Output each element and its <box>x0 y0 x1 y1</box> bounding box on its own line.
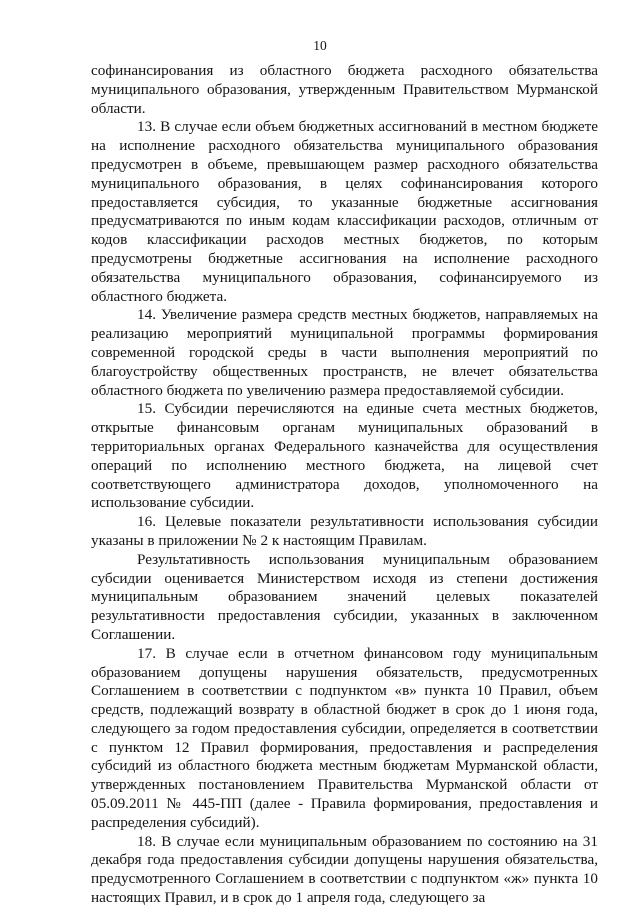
page-number: 10 <box>313 38 327 53</box>
paragraph-16: 16. Целевые показатели результативности использования субсидии указаны в приложении № 2 к настоящим Правилам. <box>91 513 598 549</box>
paragraph-14: 14. Увеличение размера средств местных бюджетов, направляемых на реализацию мероприятий муниципальной программы формирования современной городской среды в части выполнения мероприятий по благоустройству общественных пространств, не влечет обязательства областного бюджета по увеличению размера предоставляемой субсидии. <box>91 306 598 399</box>
paragraph-continuation: софинансирования из областного бюджета расходного обязательства муниципального образования, утвержденным Правительством Мурманской области. <box>91 62 598 117</box>
document-body <box>91 62 598 908</box>
paragraph-15: 15. Субсидии перечисляются на единые счета местных бюджетов, открытые финансовым органам муниципальных образований в территориальных органах Федерального казначейства для осуществления операций по исполнению местного бюджета, на лицевой счет соответствующего администратора доходов, уполномоченного на использование субсидии. <box>91 400 598 512</box>
paragraph-16-effectiveness: Результативность использования муниципальным образованием субсидии оценивается Министерством исходя из степени достижения муниципальным образованием значений целевых показателей результативности предоставления субсидии, указанных в заключенном Соглашении. <box>91 550 598 643</box>
paragraph-13: 13. В случае если объем бюджетных ассигнований в местном бюджете на исполнение расходного обязательства муниципального образования предусмотрен в объеме, превышающем размер расходного обязательства муниципального образования, в целях софинансирования которого предоставляется субсидия, то указанные бюджетные ассигнования предусматриваются по иным кодам классификации расходов, отличным от кодов классификации расходов местных бюджетов, по которым предусмотрены бюджетные ассигнования на исполнение расходного обязательства муниципального образования, софинансируемого из областного бюджета. <box>91 118 598 305</box>
paragraph-17: 17. В случае если в отчетном финансовом году муниципальным образованием допущены нарушения обязательств, предусмотренных Соглашением в соответствии с подпунктом «в» пункта 10 Правил, объем средств, подлежащий возврату в областной бюджет в срок до 1 июня года, следующего за годом предоставления субсидии, определяется в соответствии с пунктом 12 Правил формирования, предоставления и распределения субсидий из областного бюджета местным бюджетам Мурманской области, утвержденных постановлением Правительства Мурманской области от 05.09.2011 № 445-ПП (далее - Правила формирования, предоставления и распределения субсидий). <box>91 644 598 831</box>
paragraph-18: 18. В случае если муниципальным образованием по состоянию на 31 декабря года предоставления субсидии допущены нарушения обязательства, предусмотренного Соглашением в соответствии с подпунктом «ж» пункта 10 настоящих Правил, и в срок до 1 апреля года, следующего за <box>91 832 598 907</box>
